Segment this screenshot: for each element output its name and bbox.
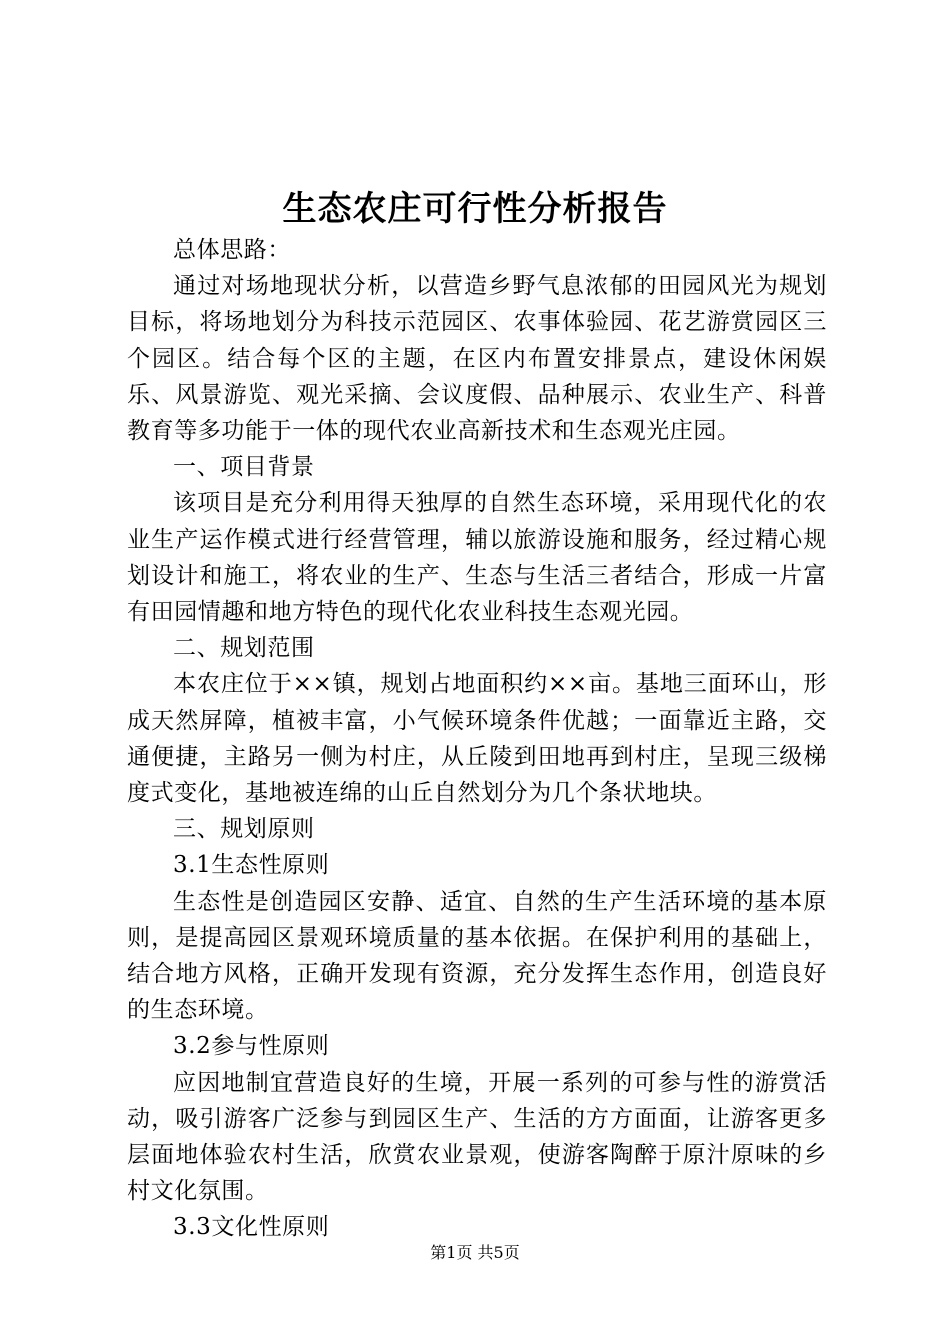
section-heading-overall: 总体思路： [173, 237, 291, 263]
subsection-heading-culture: 3.3文化性原则 [173, 1214, 330, 1241]
paragraph-ecology: 生态性是创造园区安静、适宜、自然的生产生活环境的基本原则，是提高园区景观环境质量的基本依据。在保护利用的基础上，结合地方风格，正确开发现有资源，充分发挥生态作用，创造良好的生态环境。 [127, 888, 827, 1024]
page-footer: 第1页 共5页 [430, 1243, 520, 1262]
subsection-heading-participation: 3.2参与性原则 [173, 1033, 330, 1060]
paragraph-overall: 通过对场地现状分析，以营造乡野气息浓郁的田园风光为规划目标，将场地划分为科技示范园区、农事体验园、花艺游赏园区三个园区。结合每个区的主题，在区内布置安排景点，建设休闲娱乐、风景游览、观光采摘、会议度假、品种展示、农业生产、科普教育等多功能于一体的现代农业高新技术和生态观光庄园。 [127, 273, 827, 445]
document-body [127, 232, 827, 1246]
paragraph-background: 该项目是充分利用得天独厚的自然生态环境，采用现代化的农业生产运作模式进行经营管理，辅以旅游设施和服务，经过精心规划设计和施工，将农业的生产、生态与生活三者结合，形成一片富有田园情趣和地方特色的现代化农业科技生态观光园。 [127, 490, 827, 626]
paragraph-participation: 应因地制宜营造良好的生境，开展一系列的可参与性的游赏活动，吸引游客广泛参与到园区生产、生活的方方面面，让游客更多层面地体验农村生活，欣赏农业景观，使游客陶醉于原汁原味的乡村文化氛围。 [127, 1069, 827, 1205]
section-heading-background: 一、项目背景 [173, 454, 315, 481]
section-heading-principles: 三、规划原则 [173, 816, 315, 843]
document-title: 生态农庄可行性分析报告 [282, 189, 668, 229]
section-heading-scope: 二、规划范围 [173, 635, 315, 662]
paragraph-scope: 本农庄位于××镇，规划占地面积约××亩。基地三面环山，形成天然屏障，植被丰富，小气候环境条件优越；一面靠近主路，交通便捷，主路另一侧为村庄，从丘陵到田地再到村庄，呈现三级梯度式变化，基地被连绵的山丘自然划分为几个条状地块。 [127, 671, 827, 807]
subsection-heading-ecology: 3.1生态性原则 [173, 852, 330, 879]
